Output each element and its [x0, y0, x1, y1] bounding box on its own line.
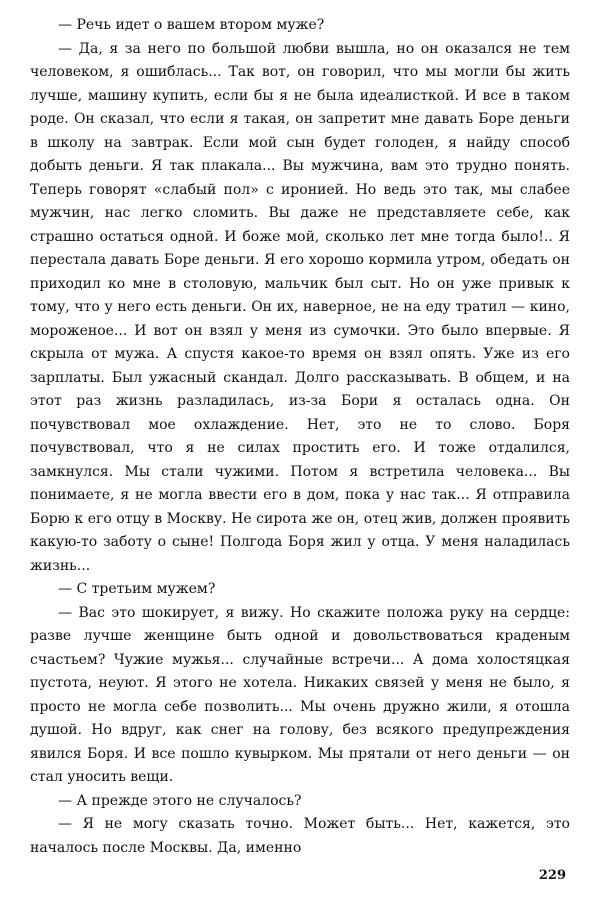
paragraph-question-second-husband: — Речь идет о вашем втором муже? — [58, 17, 325, 33]
paragraph-question-before: — А прежде этого не случалось? — [58, 792, 302, 809]
paragraph-question-third-husband: — С третьим мужем? — [58, 581, 216, 597]
page-text — [30, 14, 570, 860]
page-number: 229 — [538, 868, 566, 883]
paragraph-answer-third-husband: — Вас это шокирует, я вижу. Но скажите положа руку на сердце: разве лучше женщине быть одной и довольствоваться краденым счастьем? Чужие мужья... случайные встречи... А дома холостяцкая пустота, неуют. Я этого не хотела. Никаких связей у меня не было, я просто не могла себе позволить... Мы очень дружно жили, я отошла душой. Но вдруг, как снег на голову, без всякого предупреждения явился Боря. И все пошло кувырком. Мы прятали от него деньги — он стал уносить вещи. — [30, 604, 570, 785]
paragraph-answer-moscow: — Я не могу сказать точно. Может быть... Нет, кажется, это началось после Москвы. Да, именно — [30, 816, 570, 856]
paragraph-answer-long: — Да, я за него по большой любви вышла, но он оказался не тем человеком, я ошиблась... Так вот, он говорил, что мы могли бы жить лучше, машину купить, если бы я не была идеалисткой. И все в таком роде. Он сказал, что если я такая, он запретит мне давать Боре деньги в школу на завтрак. Если мой сын будет голоден, я найду способ добыть деньги. Я так плакала... Вы мужчина, вам это трудно понять. Теперь говорят «слабый пол» с иронией. Но ведь это так, мы слабее мужчин, нас легко сломить. Вы даже не представляете себе, как страшно остаться одной. И боже мой, сколько лет мне тогда было!.. Я перестала давать Боре деньги. Я его хорошо кормила утром, обедать он приходил ко мне в столовую, мальчик был сыт. Но он уже привык к тому, что у него есть деньги. Он их, наверное, не на еду тратил — кино, мороженое... И вот он взял у меня из сумочки. Это было впервые. Я скрыла от мужа. А спустя какое-то время он взял опять. Уже из его зарплаты. Был ужасный скандал. Долго рассказывать. В общем, и на этот раз жизнь разладилась, из-за Бори я осталась одна. Он почувствовал мое охлаждение. Нет, это не то слово. Боря почувствовал, что я не силах простить его. И тоже отдалился, замкнулся. Мы стали чужими. Потом я встретила человека... Вы понимаете, я не могла ввести его в дом, пока у нас так... Я отправила Борю к его отцу в Москву. Не сирота же он, отец жив, должен проявить какую-то заботу о сыне! Полгода Боря жил у отца. У меня наладилась жизнь... — [30, 40, 570, 574]
